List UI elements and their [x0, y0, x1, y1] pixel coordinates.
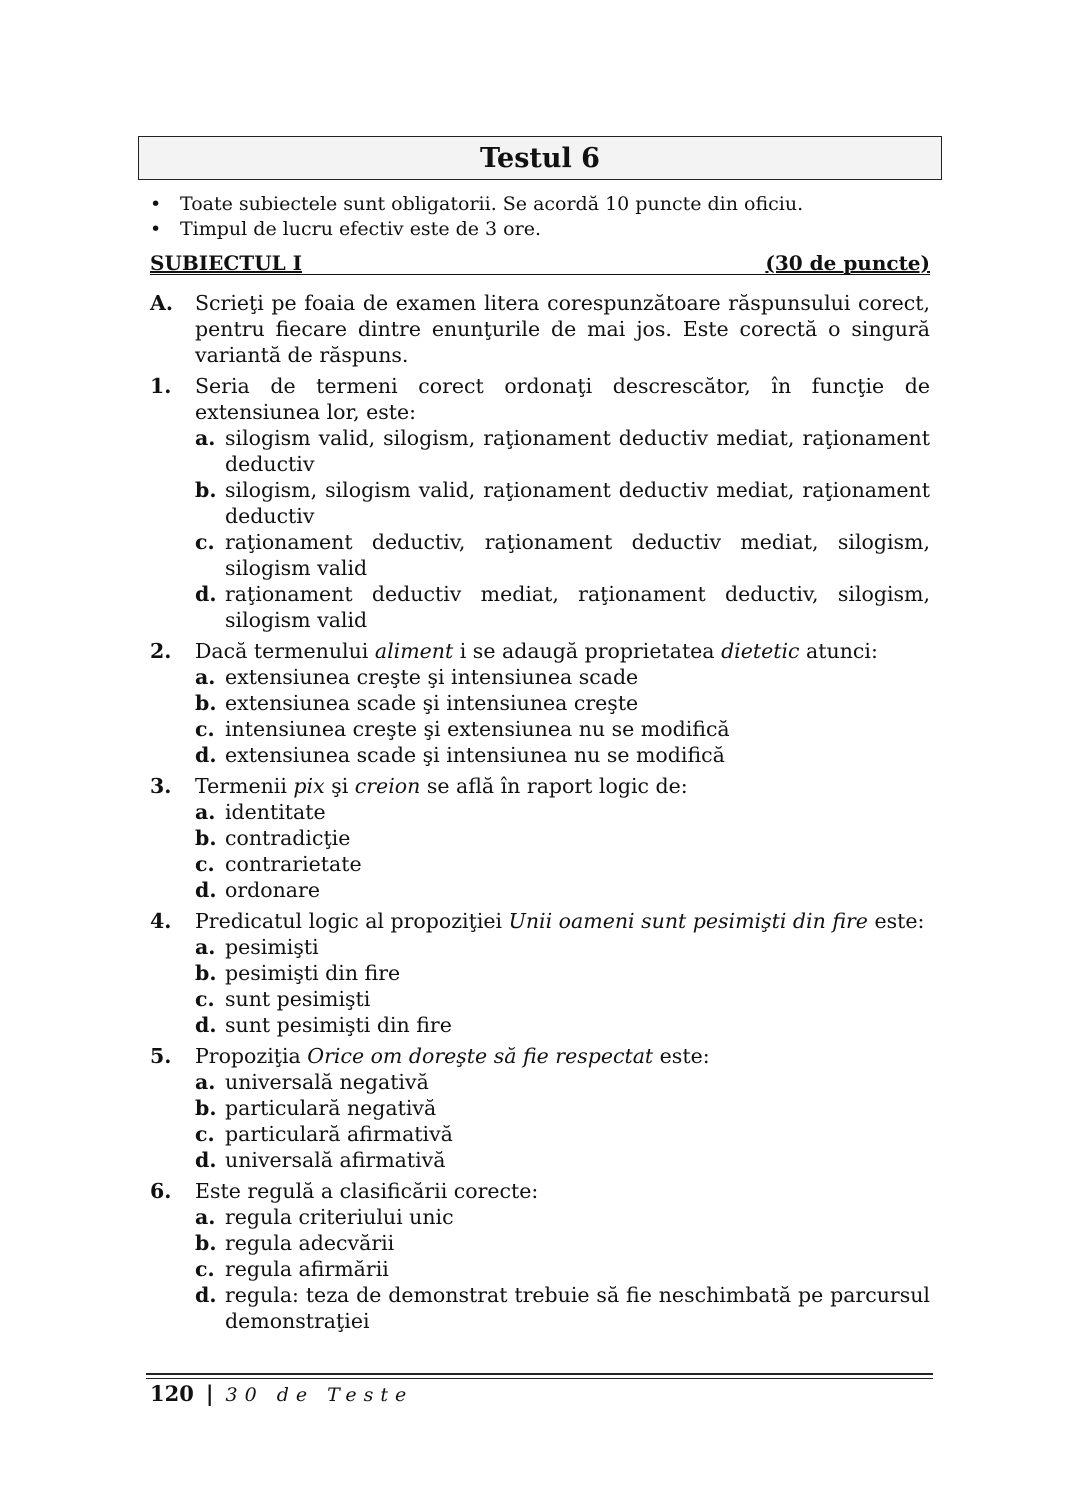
option-text: regula adecvării	[225, 1231, 395, 1255]
option-b	[195, 477, 930, 529]
option-letter: b.	[195, 691, 217, 715]
question-6	[150, 1178, 930, 1334]
question-number: 3.	[150, 774, 172, 798]
question-number: 5.	[150, 1044, 172, 1068]
option-letter: d.	[195, 1283, 217, 1307]
option-d	[195, 1147, 930, 1173]
question-text: Seria de termeni corect ordonaţi descrescător, în funcţie de extensiunea lor, este:	[195, 374, 930, 424]
option-a	[195, 1069, 930, 1095]
option-text: sunt pesimişti din fire	[225, 1013, 452, 1037]
option-letter: a.	[195, 1205, 216, 1229]
option-text: sunt pesimişti	[225, 987, 371, 1011]
option-letter: d.	[195, 743, 217, 767]
option-c	[195, 1256, 930, 1282]
option-letter: c.	[195, 1122, 215, 1146]
question-text: Propoziţia Orice om doreşte să fie respectat este:	[195, 1044, 710, 1068]
option-text: contradicţie	[225, 826, 351, 850]
question-2	[150, 638, 930, 768]
question-text: Predicatul logic al propoziţiei Unii oameni sunt pesimişti din fire este:	[195, 909, 925, 933]
option-letter: c.	[195, 852, 215, 876]
instruction-item: • Toate subiectele sunt obligatorii. Se acordă 10 puncte din oficiu.	[150, 192, 940, 217]
section-header	[150, 250, 930, 275]
question-5	[150, 1043, 930, 1173]
option-letter: b.	[195, 478, 217, 502]
option-c	[195, 986, 930, 1012]
option-text: identitate	[225, 800, 326, 824]
option-text: contrarietate	[225, 852, 362, 876]
option-text: regula: teza de demonstrat trebuie să fie neschimbată pe parcursul demonstraţiei	[225, 1283, 930, 1333]
option-text: extensiunea scade şi intensiunea nu se modifică	[225, 743, 725, 767]
option-a	[195, 425, 930, 477]
test-title: Testul 6	[138, 136, 942, 180]
option-d	[195, 581, 930, 633]
option-a	[195, 1204, 930, 1230]
question-number: 6.	[150, 1179, 172, 1203]
page-number: 120	[150, 1381, 194, 1406]
option-text: ordonare	[225, 878, 320, 902]
option-letter: c.	[195, 717, 215, 741]
question-number: 1.	[150, 374, 172, 398]
option-text: silogism, silogism valid, raţionament deductiv mediat, raţionament deductiv	[225, 478, 930, 528]
option-letter: a.	[195, 665, 216, 689]
option-text: raţionament deductiv mediat, raţionament deductiv, silogism, silogism valid	[225, 582, 930, 632]
part-a-instruction	[150, 290, 930, 368]
book-title: 30 de Teste	[225, 1384, 414, 1406]
option-b	[195, 690, 930, 716]
option-text: pesimişti	[225, 935, 319, 959]
part-a-label: A.	[150, 291, 174, 315]
option-letter: a.	[195, 426, 216, 450]
footer-rule	[146, 1373, 933, 1375]
question-1	[150, 373, 930, 633]
question-text: Dacă termenului aliment i se adaugă proprietatea dietetic atunci:	[195, 639, 878, 663]
option-letter: d.	[195, 878, 217, 902]
option-b	[195, 1230, 930, 1256]
question-4	[150, 908, 930, 1038]
section-name: SUBIECTUL I	[150, 251, 303, 275]
option-d	[195, 877, 930, 903]
option-text: silogism valid, silogism, raţionament deductiv mediat, raţionament deductiv	[225, 426, 930, 476]
section-points: (30 de puncte)	[765, 251, 930, 275]
question-3	[150, 773, 930, 903]
option-text: regula criteriului unic	[225, 1205, 454, 1229]
option-b	[195, 1095, 930, 1121]
option-letter: a.	[195, 935, 216, 959]
option-letter: a.	[195, 1070, 216, 1094]
option-text: pesimişti din fire	[225, 961, 401, 985]
option-text: extensiunea creşte şi intensiunea scade	[225, 665, 639, 689]
option-text: intensiunea creşte şi extensiunea nu se modifică	[225, 717, 730, 741]
question-text: Este regulă a clasificării corecte:	[195, 1179, 539, 1203]
option-text: particulară negativă	[225, 1096, 437, 1120]
option-b	[195, 960, 930, 986]
option-text: universală negativă	[225, 1070, 429, 1094]
option-d	[195, 742, 930, 768]
page-footer	[150, 1380, 413, 1409]
option-d	[195, 1282, 930, 1334]
option-letter: d.	[195, 582, 217, 606]
option-d	[195, 1012, 930, 1038]
question-text: Termenii pix şi creion se află în raport logic de:	[195, 774, 688, 798]
option-text: raţionament deductiv, raţionament deductiv mediat, silogism, silogism valid	[225, 530, 930, 580]
instruction-item: • Timpul de lucru efectiv este de 3 ore.	[150, 217, 940, 242]
option-text: universală afirmativă	[225, 1148, 446, 1172]
question-number: 2.	[150, 639, 172, 663]
instructions-list	[150, 192, 940, 242]
footer-separator: |	[205, 1381, 214, 1406]
option-a	[195, 664, 930, 690]
option-letter: d.	[195, 1013, 217, 1037]
option-letter: c.	[195, 1257, 215, 1281]
option-text: extensiunea scade şi intensiunea creşte	[225, 691, 639, 715]
option-letter: b.	[195, 1231, 217, 1255]
footer-rule	[146, 1378, 933, 1379]
option-c	[195, 851, 930, 877]
option-letter: b.	[195, 1096, 217, 1120]
option-letter: c.	[195, 987, 215, 1011]
option-a	[195, 799, 930, 825]
option-letter: c.	[195, 530, 215, 554]
option-text: regula afirmării	[225, 1257, 389, 1281]
option-c	[195, 716, 930, 742]
option-letter: b.	[195, 826, 217, 850]
option-c	[195, 529, 930, 581]
questions-block	[150, 290, 930, 1334]
option-text: particulară afirmativă	[225, 1122, 453, 1146]
option-letter: b.	[195, 961, 217, 985]
option-letter: a.	[195, 800, 216, 824]
part-a-text: Scrieţi pe foaia de examen litera corespunzătoare răspunsului corect, pentru fiecare dintre enunţurile de mai jos. Este corectă o singură variantă de răspuns.	[195, 291, 930, 367]
option-c	[195, 1121, 930, 1147]
question-number: 4.	[150, 909, 172, 933]
option-letter: d.	[195, 1148, 217, 1172]
option-b	[195, 825, 930, 851]
option-a	[195, 934, 930, 960]
